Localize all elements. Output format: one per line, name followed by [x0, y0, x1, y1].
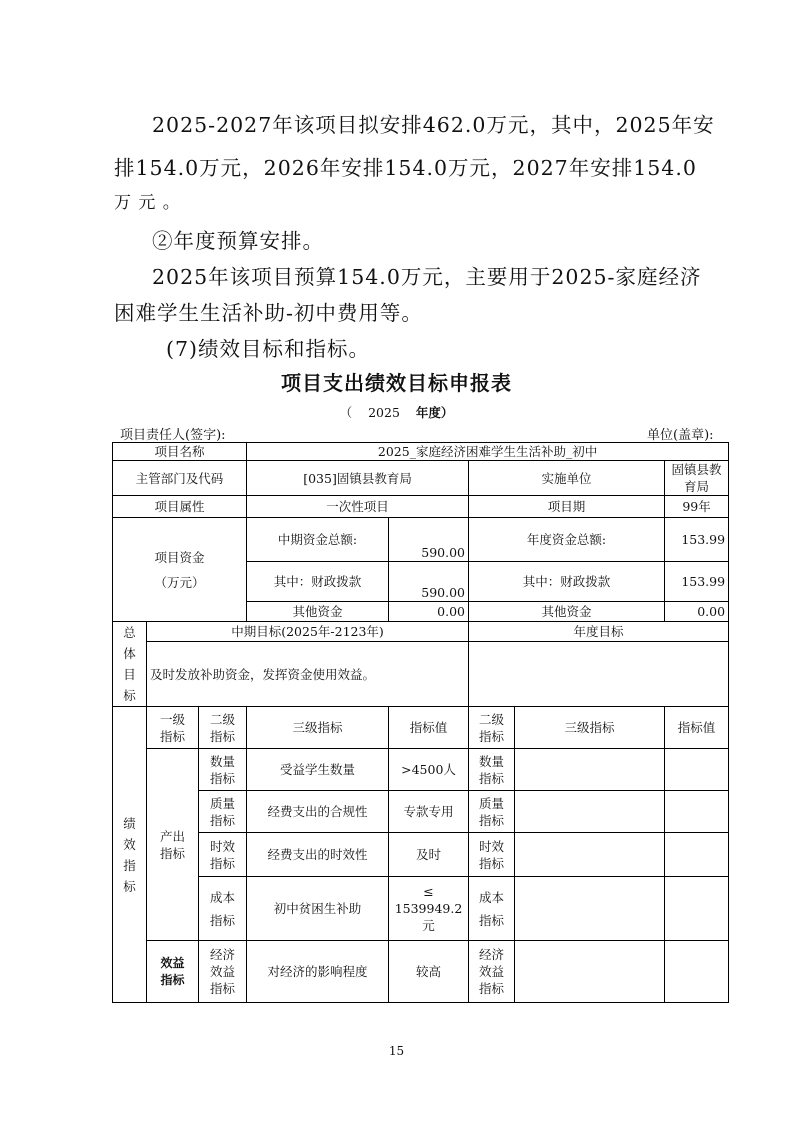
label-text: 成本	[479, 889, 505, 905]
header-value-right: 指标值	[665, 707, 729, 749]
r-l3-economic	[515, 941, 665, 1003]
report-title: 项目支出绩效目标申报表	[281, 371, 512, 395]
overall-label-char: 标	[123, 688, 136, 703]
l3-quantity: 受益学生数量	[247, 749, 389, 791]
label-text: 指标	[479, 912, 505, 928]
output-indicator-label	[147, 749, 199, 941]
impl-unit-label: 实施单位	[469, 461, 665, 496]
label-text: 指标	[210, 770, 236, 786]
header-level2	[199, 707, 247, 749]
overall-label-char: 体	[123, 646, 136, 661]
annual-goal-text	[469, 642, 729, 707]
l3-quality: 经费支出的合规性	[247, 791, 389, 833]
header-text: 指标	[479, 728, 505, 744]
annual-other-label: 其他资金	[469, 602, 665, 622]
year-open-paren: （	[339, 405, 353, 420]
project-attr-label: 项目属性	[113, 496, 247, 518]
table-row	[113, 461, 729, 496]
annual-budget-line-2: 困难学生生活补助-初中费用等。	[114, 301, 423, 325]
l2-quantity	[199, 749, 247, 791]
responsible-signature-label: 项目责任人(签字):	[120, 428, 226, 443]
header-text: 二级	[210, 711, 236, 727]
r-l3-timeliness	[515, 833, 665, 877]
label-text: 效益	[210, 964, 236, 979]
mid-goal-text: 及时发放补助资金，发挥资金使用效益。	[147, 642, 469, 707]
budget-paragraph-line-2: 排154.0万元，2026年安排154.0万元，2027年安排154.0	[114, 156, 697, 180]
perf-label-char: 绩	[123, 815, 136, 831]
annual-fiscal-label: 其中：财政拨款	[469, 562, 665, 602]
project-period-label: 项目期	[469, 496, 665, 518]
r-l2-timeliness	[469, 833, 515, 877]
value-cost	[389, 877, 469, 941]
label-text: 质量	[479, 795, 505, 811]
table-row	[113, 496, 729, 518]
annual-other-value: 0.00	[665, 602, 729, 622]
value-quality: 专款专用	[389, 791, 469, 833]
mid-fiscal-label: 其中：财政拨款	[247, 562, 389, 602]
header-value: 指标值	[389, 707, 469, 749]
header-level3-right: 三级指标	[515, 707, 665, 749]
l2-timeliness	[199, 833, 247, 877]
header-level3: 三级指标	[247, 707, 389, 749]
l3-economic: 对经济的影响程度	[247, 941, 389, 1003]
mid-goal-header: 中期目标(2025年-2123年)	[147, 622, 469, 642]
table-row	[113, 833, 729, 877]
project-period-value: 99年	[665, 496, 729, 518]
year-value: 2025	[368, 405, 400, 420]
unit-seal-label: 单位(盖章):	[647, 428, 714, 443]
label-text: 数量	[210, 753, 236, 769]
annual-total-label: 年度资金总额:	[469, 518, 665, 562]
label-text: 指标	[210, 812, 236, 828]
r-l3-quantity	[515, 749, 665, 791]
r-l2-quality	[469, 791, 515, 833]
table-row	[113, 707, 729, 749]
label-text: 经济	[210, 947, 236, 962]
r-value-timeliness	[665, 833, 729, 877]
label-text: 经济	[479, 947, 505, 962]
mid-fiscal-value: 590.00	[389, 562, 469, 602]
table-row	[113, 622, 729, 642]
budget-paragraph-line-1: 2025-2027年该项目拟安排462.0万元，其中，2025年安	[152, 113, 715, 137]
page-number: 15	[388, 1044, 405, 1058]
performance-target-table	[112, 442, 729, 1003]
table-row	[113, 642, 729, 707]
label-text: 指标	[160, 972, 185, 987]
header-text: 二级	[479, 711, 505, 727]
report-year	[0, 403, 793, 421]
mid-other-label: 其他资金	[247, 602, 389, 622]
header-level2-right	[469, 707, 515, 749]
table-row	[113, 877, 729, 941]
label-text: 成本	[210, 889, 236, 905]
table-row	[113, 749, 729, 791]
benefit-indicator-label	[147, 941, 199, 1003]
r-value-quantity	[665, 749, 729, 791]
annual-fiscal-value: 153.99	[665, 562, 729, 602]
label-text: 指标	[479, 770, 505, 786]
r-l2-economic	[469, 941, 515, 1003]
annual-budget-line-1: 2025年该项目预算154.0万元，主要用于2025-家庭经济	[152, 265, 702, 289]
table-row	[113, 791, 729, 833]
r-value-economic	[665, 941, 729, 1003]
label-text: 指标	[210, 855, 236, 871]
table-row	[113, 518, 729, 562]
label-text: 指标	[210, 981, 236, 996]
value-text: ≤	[423, 884, 434, 899]
label-text: 指标	[479, 855, 505, 871]
impl-unit-value: 固镇县教育局	[665, 461, 729, 496]
funds-label-line-1: 项目资金	[154, 549, 205, 565]
l2-economic	[199, 941, 247, 1003]
label-text: 指标	[210, 912, 236, 928]
overall-label-char: 目	[123, 667, 136, 682]
value-timeliness: 及时	[389, 833, 469, 877]
mid-total-label: 中期资金总额:	[247, 518, 389, 562]
label-text: 数量	[479, 753, 505, 769]
project-funds-label	[113, 518, 247, 622]
l2-cost	[199, 877, 247, 941]
header-level1	[147, 707, 199, 749]
performance-heading: (7)绩效目标和指标。	[166, 337, 371, 361]
funds-label-line-2: （万元）	[154, 574, 205, 590]
project-name-value: 2025_家庭经济困难学生生活补助_初中	[247, 443, 729, 461]
label-text: 指标	[159, 845, 185, 861]
value-economic: 较高	[389, 941, 469, 1003]
perf-label-char: 标	[123, 878, 136, 894]
r-l3-quality	[515, 791, 665, 833]
value-text: 元	[422, 918, 435, 933]
header-text: 指标	[159, 728, 185, 744]
mid-other-value: 0.00	[389, 602, 469, 622]
annual-total-value: 153.99	[665, 518, 729, 562]
perf-label-char: 指	[123, 857, 136, 873]
label-text: 指标	[479, 812, 505, 828]
performance-indicator-label	[113, 707, 147, 1003]
r-value-cost	[665, 877, 729, 941]
project-attr-value: 一次性项目	[247, 496, 469, 518]
l2-quality	[199, 791, 247, 833]
l3-timeliness: 经费支出的时效性	[247, 833, 389, 877]
label-text: 时效	[479, 838, 505, 854]
budget-paragraph-line-3: 万 元 。	[114, 193, 181, 213]
project-name-label: 项目名称	[113, 443, 247, 461]
label-text: 产出	[159, 828, 185, 844]
l3-cost: 初中贫困生补助	[247, 877, 389, 941]
value-quantity: >4500人	[389, 749, 469, 791]
perf-label-char: 效	[123, 836, 136, 852]
header-text: 指标	[210, 728, 236, 744]
label-text: 时效	[210, 838, 236, 854]
annual-budget-heading: ②年度预算安排。	[152, 229, 324, 253]
overall-goal-label	[113, 622, 147, 707]
table-row	[113, 443, 729, 461]
mid-total-value: 590.00	[389, 518, 469, 562]
label-text: 效益	[479, 964, 505, 979]
r-l2-quantity	[469, 749, 515, 791]
label-text: 指标	[479, 981, 505, 996]
r-l2-cost	[469, 877, 515, 941]
value-text: 1539949.2	[394, 901, 463, 916]
r-l3-cost	[515, 877, 665, 941]
r-value-quality	[665, 791, 729, 833]
dept-label: 主管部门及代码	[113, 461, 247, 496]
overall-label-char: 总	[123, 625, 136, 640]
dept-value: [035]固镇县教育局	[247, 461, 469, 496]
header-text: 一级	[159, 711, 185, 727]
table-row	[113, 941, 729, 1003]
annual-goal-header: 年度目标	[469, 622, 729, 642]
year-label: 年度）	[415, 405, 454, 420]
label-text: 质量	[210, 795, 236, 811]
label-text: 效益	[160, 955, 185, 970]
